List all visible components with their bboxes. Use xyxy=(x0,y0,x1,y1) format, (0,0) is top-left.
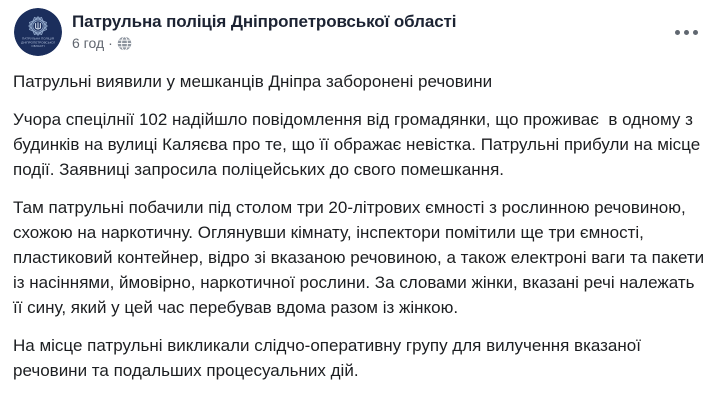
more-options-button[interactable] xyxy=(669,20,703,44)
more-dot xyxy=(675,30,680,35)
post-paragraph: Патрульні виявили у мешканців Дніпра заборонені речовини xyxy=(13,72,493,91)
avatar-text-line3: ОБЛАСТІ xyxy=(31,44,45,49)
more-dot xyxy=(684,30,689,35)
post-paragraph: Там патрульні побачили під столом три 20-літрових ємності з рослинною речовиною, схожою на наркотичну. Оглянувши кімнату, інспектори помітили ще три ємності, пластиковий контейнер, відро зі вказаною речовиною, а також електроні ваги та пакети із насіннями, ймовірно, наркотичної рослини. За словами жінки, вказані речі належать її сину, який у цей час перебував вдома разом із жінкою. xyxy=(13,198,709,317)
post-meta xyxy=(72,34,709,52)
post-paragraph: Учора спецілнії 102 надійшло повідомлення від громадянки, що проживає в одному з будинків на вулиці Каляєва про те, що її ображає невістка. Патрульні прибули на місце події. Заявниці запросила поліцейських до свого помешкання. xyxy=(13,110,705,179)
avatar-text-line2: ДНІПРОПЕТРОВСЬКОЇ xyxy=(21,40,55,45)
timestamp-link[interactable]: 6 год xyxy=(72,35,105,51)
post-paragraph: На місце патрульні викликали слідчо-оперативну групу для вилучення вказаної речовини та подальших процесуальних дій. xyxy=(13,336,646,380)
page-name-link[interactable]: Патрульна поліція Дніпропетровської області xyxy=(72,12,457,31)
meta-separator: · xyxy=(108,35,113,51)
header-info xyxy=(72,8,709,52)
post-header xyxy=(0,0,725,56)
police-emblem-icon xyxy=(14,8,62,56)
globe-public-icon xyxy=(117,36,132,51)
more-dot xyxy=(693,30,698,35)
post-text xyxy=(0,56,725,383)
page-avatar[interactable] xyxy=(14,8,62,56)
avatar-text-line1: ПАТРУЛЬНА ПОЛІЦІЯ xyxy=(22,36,54,41)
